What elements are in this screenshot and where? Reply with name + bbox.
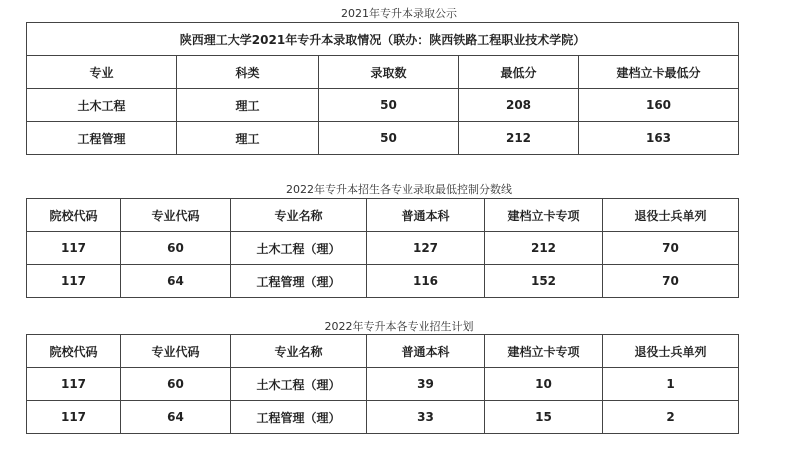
column-header: 科类	[177, 56, 319, 89]
table-row	[27, 122, 739, 155]
column-header: 最低分	[459, 56, 579, 89]
table-cell: 土木工程（理）	[231, 232, 367, 265]
table-cell: 理工	[177, 122, 319, 155]
min-score-2022-caption: 2022年专升本招生各专业录取最低控制分数线	[286, 183, 512, 196]
table-cell: 117	[27, 401, 121, 434]
column-header: 退役士兵单列	[603, 199, 739, 232]
table-row	[27, 232, 739, 265]
table-cell: 39	[367, 368, 485, 401]
table-header-row	[27, 199, 739, 232]
table-cell: 70	[603, 265, 739, 298]
admission-2021-table	[26, 22, 739, 155]
table-cell: 127	[367, 232, 485, 265]
table-cell: 10	[485, 368, 603, 401]
table-cell: 1	[603, 368, 739, 401]
table-cell: 117	[27, 265, 121, 298]
table-header-row	[27, 335, 739, 368]
min-score-2022-table	[26, 198, 739, 298]
column-header: 专业代码	[121, 335, 231, 368]
column-header: 录取数	[319, 56, 459, 89]
table-cell: 163	[579, 122, 739, 155]
column-header: 院校代码	[27, 335, 121, 368]
table-cell: 33	[367, 401, 485, 434]
table-cell: 212	[485, 232, 603, 265]
admission-2021-caption: 2021年专升本录取公示	[341, 7, 457, 20]
table-cell: 工程管理（理）	[231, 401, 367, 434]
table-cell: 116	[367, 265, 485, 298]
column-header: 退役士兵单列	[603, 335, 739, 368]
table-row	[27, 89, 739, 122]
table-cell: 152	[485, 265, 603, 298]
admission-2021-table-title: 陕西理工大学2021年专升本录取情况（联办：陕西铁路工程职业技术学院）	[27, 23, 739, 56]
table-cell: 50	[319, 122, 459, 155]
table-cell: 土木工程	[27, 89, 177, 122]
table-cell: 15	[485, 401, 603, 434]
table-cell: 208	[459, 89, 579, 122]
table-row	[27, 368, 739, 401]
table-cell: 工程管理（理）	[231, 265, 367, 298]
table-cell: 50	[319, 89, 459, 122]
table-cell: 理工	[177, 89, 319, 122]
column-header: 专业	[27, 56, 177, 89]
table-row	[27, 401, 739, 434]
enrollment-plan-2022-table	[26, 334, 739, 434]
table-cell: 工程管理	[27, 122, 177, 155]
column-header: 建档立卡专项	[485, 335, 603, 368]
column-header: 普通本科	[367, 335, 485, 368]
table-cell: 64	[121, 265, 231, 298]
table-header-row	[27, 56, 739, 89]
table-cell: 160	[579, 89, 739, 122]
column-header: 普通本科	[367, 199, 485, 232]
table-cell: 60	[121, 232, 231, 265]
table-cell: 土木工程（理）	[231, 368, 367, 401]
column-header: 专业名称	[231, 199, 367, 232]
column-header: 建档立卡最低分	[579, 56, 739, 89]
column-header: 建档立卡专项	[485, 199, 603, 232]
table-cell: 117	[27, 232, 121, 265]
enrollment-plan-2022-caption: 2022年专升本各专业招生计划	[324, 320, 474, 333]
column-header: 专业代码	[121, 199, 231, 232]
table-cell: 117	[27, 368, 121, 401]
table-row	[27, 265, 739, 298]
column-header: 院校代码	[27, 199, 121, 232]
table-cell: 64	[121, 401, 231, 434]
column-header: 专业名称	[231, 335, 367, 368]
table-cell: 60	[121, 368, 231, 401]
table-cell: 2	[603, 401, 739, 434]
table-cell: 70	[603, 232, 739, 265]
table-cell: 212	[459, 122, 579, 155]
